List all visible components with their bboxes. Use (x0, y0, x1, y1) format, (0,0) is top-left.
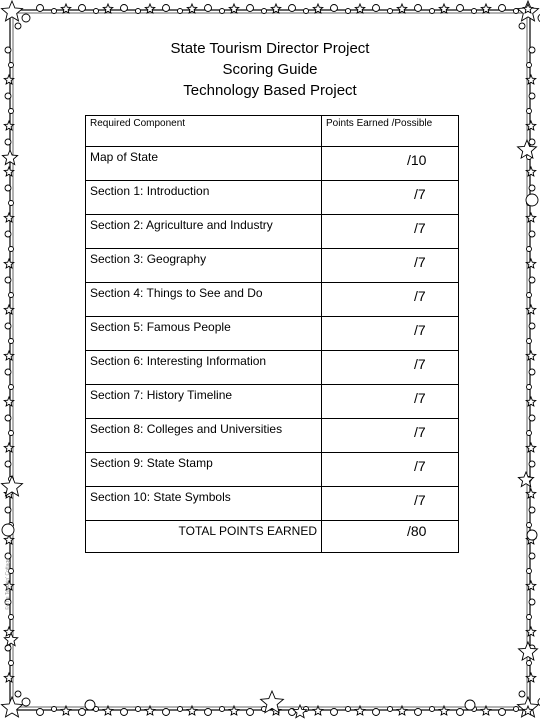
table-row (86, 283, 459, 317)
star-icon (439, 706, 449, 715)
circle-ornament (529, 231, 535, 237)
component-cell: Section 10: State Symbols (86, 487, 322, 521)
points-cell: /7 (322, 351, 459, 385)
star-icon (187, 706, 197, 715)
star-icon (526, 167, 536, 176)
circle-ornament (5, 185, 11, 191)
title-line-3: Technology Based Project (183, 82, 357, 99)
star-icon (526, 259, 536, 268)
circle-ornament (85, 700, 95, 710)
total-label: TOTAL POINTS EARNED (86, 521, 322, 553)
circle-ornament (430, 9, 435, 14)
circle-ornament (527, 339, 532, 344)
circle-ornament (9, 431, 14, 436)
title-line-2: Scoring Guide (222, 61, 318, 78)
star-icon (313, 4, 323, 13)
star-icon (61, 706, 71, 715)
star-icon (526, 351, 536, 360)
table-header-row (86, 116, 459, 147)
circle-ornament (514, 9, 519, 14)
table-row (86, 181, 459, 215)
star-icon (4, 121, 14, 130)
points-cell: /7 (322, 453, 459, 487)
circle-ornament (9, 339, 14, 344)
header-points: Points Earned /Possible (322, 116, 459, 147)
circle-ornament (415, 5, 422, 12)
star-icon (526, 627, 536, 636)
circle-ornament (262, 9, 267, 14)
circle-ornament (15, 23, 21, 29)
star-icon (229, 4, 239, 13)
circle-ornament (527, 247, 532, 252)
circle-ornament (527, 661, 532, 666)
circle-ornament (527, 523, 532, 528)
star-icon (4, 351, 14, 360)
circle-ornament (79, 5, 86, 12)
circle-ornament (527, 569, 532, 574)
star-icon (145, 4, 155, 13)
points-cell: /7 (322, 215, 459, 249)
circle-ornament (5, 277, 11, 283)
table-row (86, 419, 459, 453)
star-icon (526, 581, 536, 590)
table-row (86, 385, 459, 419)
circle-ornament (304, 9, 309, 14)
circle-ornament (52, 9, 57, 14)
circle-ornament (5, 231, 11, 237)
circle-ornament (9, 385, 14, 390)
copyright-text: © The Teachin' Cottage (5, 558, 11, 610)
title-line-1: State Tourism Director Project (170, 40, 370, 57)
star-icon (526, 673, 536, 682)
star-icon (526, 305, 536, 314)
circle-ornament (136, 707, 141, 712)
scoring-table (85, 115, 459, 553)
table-row (86, 453, 459, 487)
star-icon (145, 706, 155, 715)
table-row (86, 351, 459, 385)
circle-ornament (9, 201, 14, 206)
star-icon (2, 697, 23, 717)
component-cell: Section 9: State Stamp (86, 453, 322, 487)
circle-ornament (527, 385, 532, 390)
star-icon (4, 443, 14, 452)
circle-ornament (331, 709, 338, 716)
circle-ornament (529, 277, 535, 283)
star-icon (2, 1, 23, 21)
circle-ornament (163, 5, 170, 12)
circle-ornament (5, 139, 11, 145)
circle-ornament (529, 139, 535, 145)
page-title (0, 38, 540, 101)
component-cell: Section 7: History Timeline (86, 385, 322, 419)
circle-ornament (527, 530, 537, 540)
circle-ornament (163, 709, 170, 716)
circle-ornament (526, 194, 538, 206)
circle-ornament (79, 709, 86, 716)
points-cell: /7 (322, 385, 459, 419)
component-cell: Map of State (86, 147, 322, 181)
circle-ornament (15, 691, 21, 697)
points-cell: /7 (322, 419, 459, 453)
component-cell: Section 3: Geography (86, 249, 322, 283)
circle-ornament (430, 707, 435, 712)
circle-ornament (527, 615, 532, 620)
star-icon (526, 489, 536, 498)
circle-ornament (52, 707, 57, 712)
circle-ornament (289, 5, 296, 12)
star-icon (229, 706, 239, 715)
circle-ornament (136, 9, 141, 14)
total-row (86, 521, 459, 553)
star-icon (271, 4, 281, 13)
points-cell: /7 (322, 487, 459, 521)
circle-ornament (472, 9, 477, 14)
star-icon (4, 259, 14, 268)
table-row (86, 317, 459, 351)
star-icon (187, 4, 197, 13)
circle-ornament (247, 5, 254, 12)
circle-ornament (22, 698, 30, 706)
circle-ornament (514, 707, 519, 712)
component-cell: Section 6: Interesting Information (86, 351, 322, 385)
circle-ornament (529, 599, 535, 605)
star-icon (355, 4, 365, 13)
circle-ornament (178, 707, 183, 712)
circle-ornament (529, 461, 535, 467)
star-icon (103, 4, 113, 13)
star-icon (526, 213, 536, 222)
table-row (86, 147, 459, 181)
circle-ornament (529, 185, 535, 191)
circle-ornament (527, 431, 532, 436)
component-cell: Section 2: Agriculture and Industry (86, 215, 322, 249)
star-icon (4, 213, 14, 222)
star-icon (526, 121, 536, 130)
circle-ornament (527, 109, 532, 114)
circle-ornament (9, 247, 14, 252)
circle-ornament (220, 707, 225, 712)
circle-ornament (388, 9, 393, 14)
component-cell: Section 8: Colleges and Universities (86, 419, 322, 453)
circle-ornament (37, 709, 44, 716)
circle-ornament (37, 5, 44, 12)
circle-ornament (9, 293, 14, 298)
component-cell: Section 5: Famous People (86, 317, 322, 351)
table-row (86, 249, 459, 283)
circle-ornament (529, 369, 535, 375)
star-icon (4, 627, 14, 636)
star-icon (4, 305, 14, 314)
star-icon (397, 706, 407, 715)
star-icon (481, 4, 491, 13)
circle-ornament (94, 9, 99, 14)
circle-ornament (205, 709, 212, 716)
circle-ornament (529, 415, 535, 421)
circle-ornament (9, 661, 14, 666)
header-required-component: Required Component (86, 116, 322, 147)
component-cell: Section 1: Introduction (86, 181, 322, 215)
circle-ornament (346, 707, 351, 712)
circle-ornament (346, 9, 351, 14)
component-cell: Section 4: Things to See and Do (86, 283, 322, 317)
circle-ornament (373, 709, 380, 716)
circle-ornament (519, 23, 525, 29)
circle-ornament (121, 5, 128, 12)
circle-ornament (529, 507, 535, 513)
star-icon (518, 472, 533, 487)
star-icon (4, 673, 14, 682)
circle-ornament (415, 709, 422, 716)
star-icon (439, 4, 449, 13)
total-points: /80 (322, 521, 459, 553)
star-icon (397, 4, 407, 13)
circle-ornament (121, 709, 128, 716)
star-icon (526, 443, 536, 452)
star-icon (519, 642, 538, 660)
circle-ornament (388, 707, 393, 712)
star-icon (313, 706, 323, 715)
circle-ornament (457, 5, 464, 12)
star-icon (4, 167, 14, 176)
circle-ornament (205, 5, 212, 12)
points-cell: /10 (322, 147, 459, 181)
points-cell: /7 (322, 317, 459, 351)
circle-ornament (22, 14, 30, 22)
star-icon (103, 706, 113, 715)
circle-ornament (499, 5, 506, 12)
circle-ornament (9, 109, 14, 114)
circle-ornament (5, 323, 11, 329)
star-icon (481, 706, 491, 715)
circle-ornament (465, 700, 475, 710)
circle-ornament (5, 369, 11, 375)
circle-ornament (457, 709, 464, 716)
circle-ornament (529, 553, 535, 559)
star-icon (526, 397, 536, 406)
points-cell: /7 (322, 249, 459, 283)
circle-ornament (519, 691, 525, 697)
circle-ornament (5, 461, 11, 467)
circle-ornament (5, 415, 11, 421)
circle-ornament (247, 709, 254, 716)
circle-ornament (331, 5, 338, 12)
circle-ornament (529, 323, 535, 329)
circle-ornament (5, 645, 11, 651)
circle-ornament (373, 5, 380, 12)
circle-ornament (2, 524, 14, 536)
table-row (86, 215, 459, 249)
star-icon (355, 706, 365, 715)
table-row (86, 487, 459, 521)
circle-ornament (220, 9, 225, 14)
circle-ornament (5, 507, 11, 513)
points-cell: /7 (322, 283, 459, 317)
circle-ornament (178, 9, 183, 14)
star-icon (61, 4, 71, 13)
star-icon (4, 397, 14, 406)
circle-ornament (9, 615, 14, 620)
circle-ornament (527, 293, 532, 298)
circle-ornament (499, 709, 506, 716)
points-cell: /7 (322, 181, 459, 215)
